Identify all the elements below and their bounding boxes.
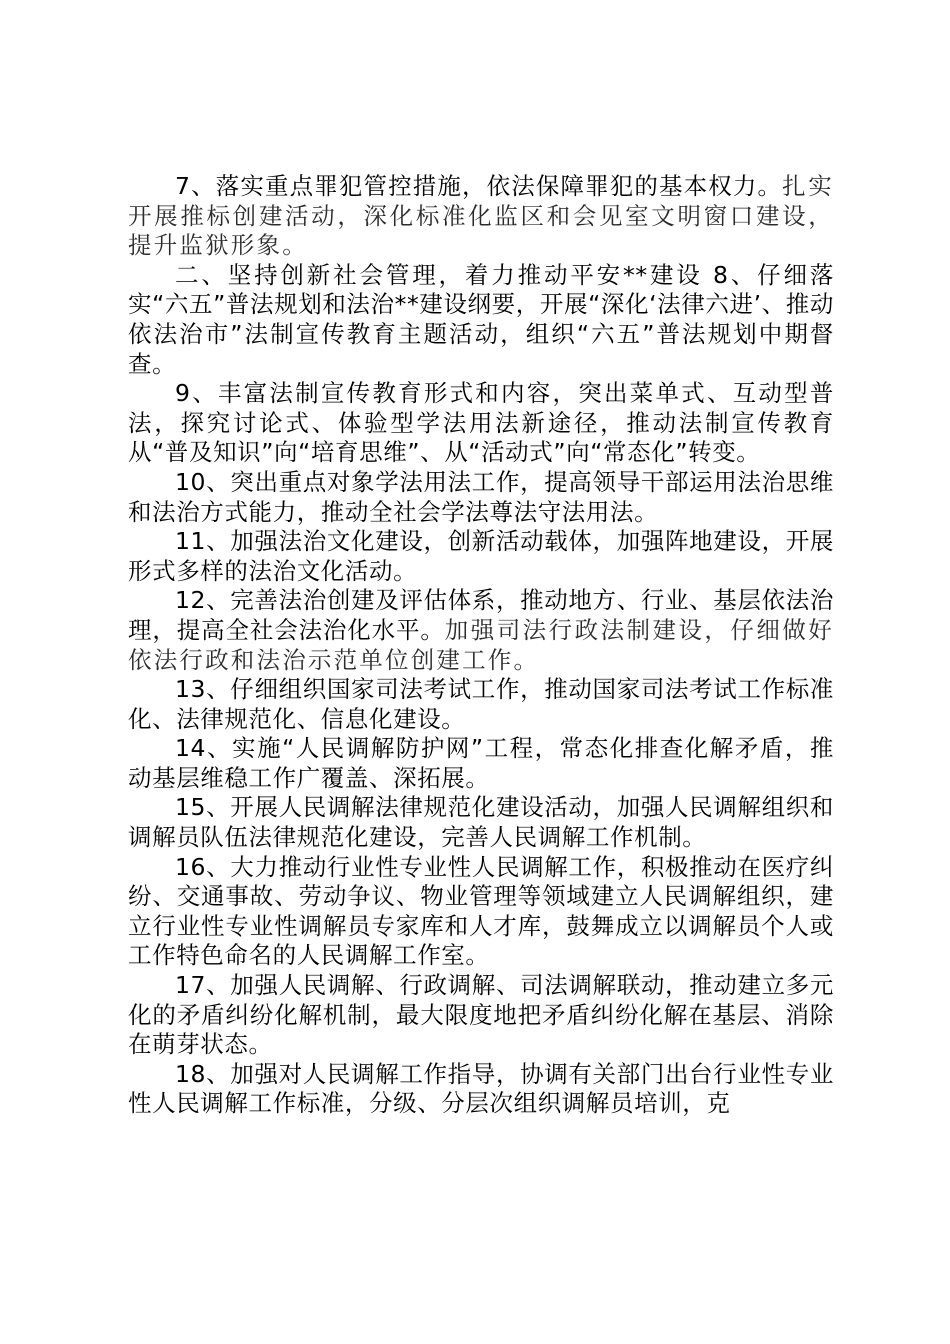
paragraph-16 bbox=[128, 853, 834, 971]
paragraph-11-text: 11、加强法治文化建设，创新活动载体，加强阵地建设，开展形式多样的法治文化活动。 bbox=[128, 527, 834, 585]
paragraph-7-continuation: 扎实开展推标创建活动，深化标准化监区和会见室文明窗口建设，提升监狱形象。 bbox=[128, 172, 835, 260]
paragraph-14-text: 14、实施“人民调解防护网”工程，常态化排查化解矛盾，推动基层维稳工作广覆盖、深拓展。 bbox=[128, 734, 834, 792]
paragraph-7 bbox=[128, 172, 834, 261]
paragraph-14 bbox=[128, 734, 834, 793]
paragraph-9 bbox=[128, 379, 834, 468]
section-two-heading bbox=[128, 261, 834, 379]
paragraph-12-text: 12、完善法治创建及评估体系，推动地方、行业、基层依法治理，提高全社会法治化水平。 bbox=[128, 586, 834, 644]
section-two-text: 二、坚持创新社会管理，着力推动平安**建设 8、仔细落实“六五”普法规划和法治**建设纲要，开展“深化‘法律六进’、推动依法治市”法制宣传教育主题活动，组织“六五”普法规划中期督查。 bbox=[128, 260, 834, 378]
paragraph-17-text: 17、加强人民调解、行政调解、司法调解联动，推动建立多元化的矛盾纠纷化解机制，最大限度地把矛盾纠纷化解在基层、消除在萌芽状态。 bbox=[128, 971, 834, 1059]
paragraph-10 bbox=[128, 468, 834, 527]
paragraph-15-text: 15、开展人民调解法律规范化建设活动，加强人民调解组织和调解员队伍法律规范化建设，完善人民调解工作机制。 bbox=[128, 793, 834, 852]
paragraph-12 bbox=[128, 586, 834, 675]
paragraph-13-text: 13、仔细组织国家司法考试工作，推动国家司法考试工作标准化、法律规范化、信息化建设。 bbox=[128, 675, 834, 733]
paragraph-7-text: 7、落实重点罪犯管控措施，依法保障罪犯的基本权力。 bbox=[175, 172, 783, 200]
document-body bbox=[128, 172, 834, 1119]
paragraph-12-continuation: 加强司法行政法制建设，仔细做好依法行政和法治示范单位创建工作。 bbox=[128, 615, 834, 674]
paragraph-16-text: 16、大力推动行业性专业性人民调解工作，积极推动在医疗纠纷、交通事故、劳动争议、物业管理等领域建立人民调解组织，建立行业性专业性调解员专家库和人才库，鼓舞成立以调解员个人或工作特色命名的人民调解工作室。 bbox=[128, 852, 834, 970]
paragraph-10-text: 10、突出重点对象学法用法工作，提高领导干部运用法治思维和法治方式能力，推动全社会学法尊法守法用法。 bbox=[128, 467, 834, 526]
paragraph-17 bbox=[128, 971, 834, 1060]
paragraph-9-text: 9、丰富法制宣传教育形式和内容，突出菜单式、互动型普法，探究讨论式、体验型学法用法新途径，推动法制宣传教育从“普及知识”向“培育思维”、从“活动式”向“常态化”转变。 bbox=[128, 379, 834, 467]
paragraph-18 bbox=[128, 1060, 834, 1119]
paragraph-11 bbox=[128, 527, 834, 586]
paragraph-15 bbox=[128, 793, 834, 852]
paragraph-18-text: 18、加强对人民调解工作指导，协调有关部门出台行业性专业性人民调解工作标准，分级、分层次组织调解员培训，克 bbox=[128, 1059, 834, 1118]
paragraph-13 bbox=[128, 675, 834, 734]
